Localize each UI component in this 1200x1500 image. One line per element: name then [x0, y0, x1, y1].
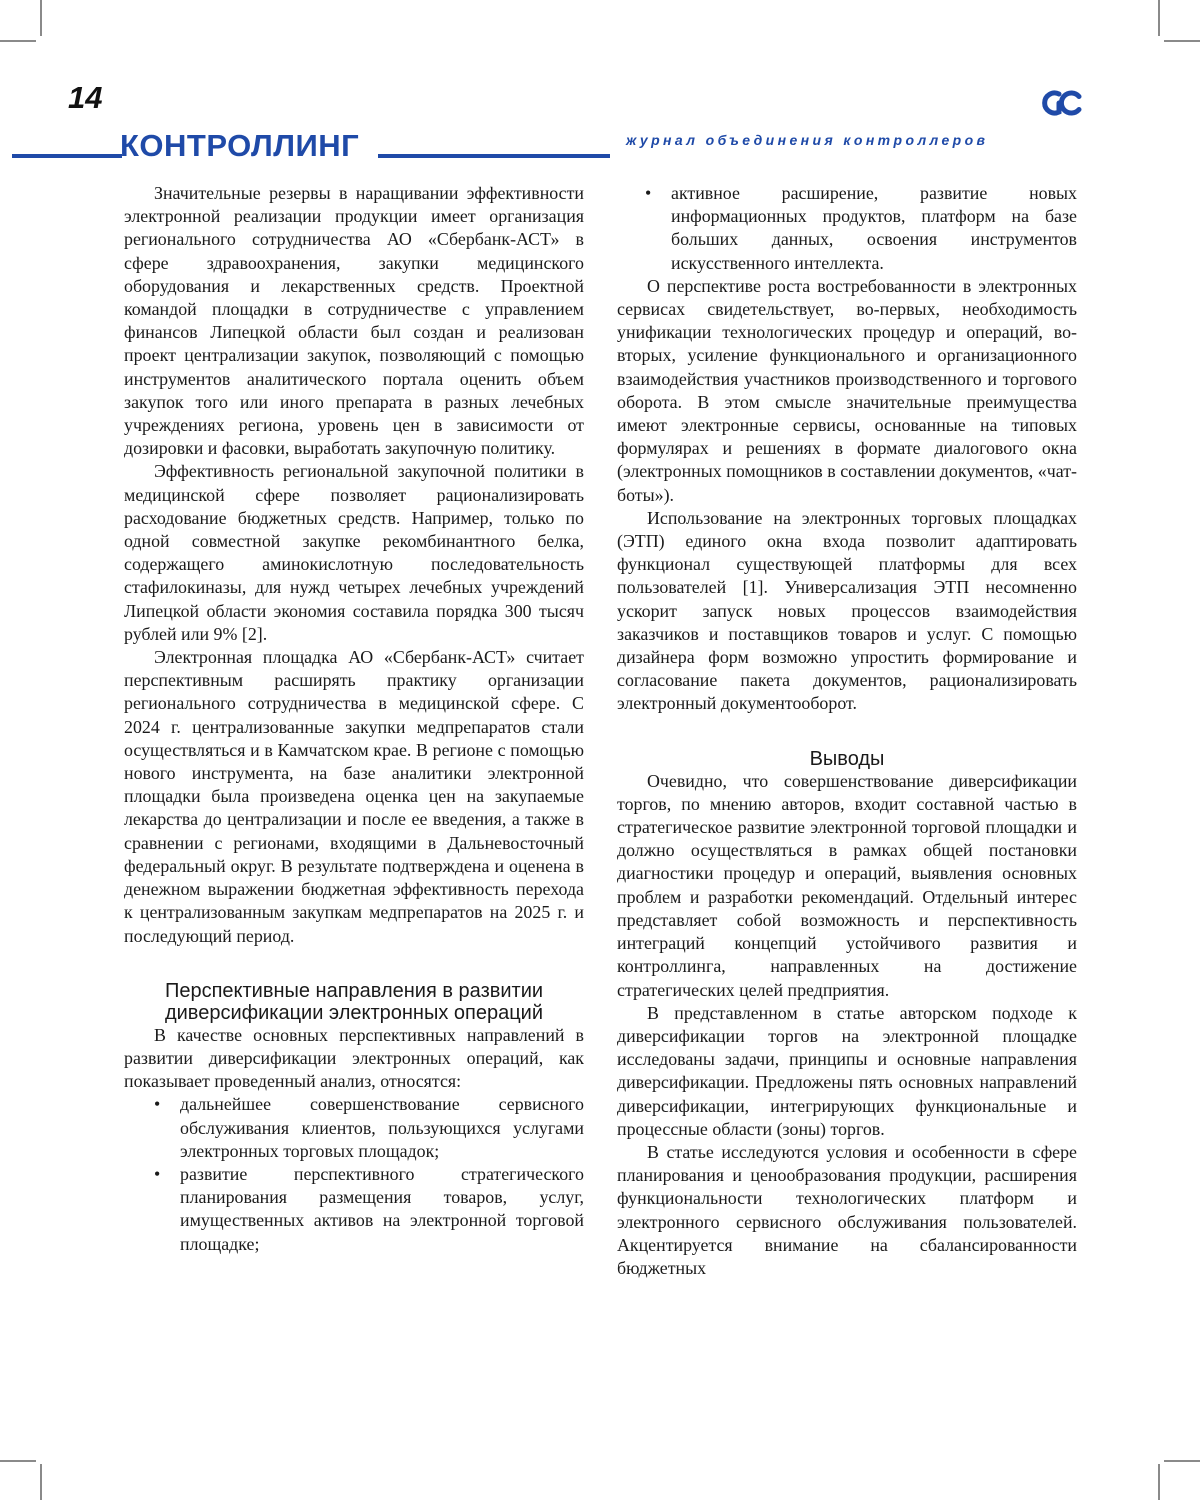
left-column [124, 182, 584, 1256]
paragraph: О перспективе роста востребованности в электронных сервисах свидетельствует, во-первых, необходимость унификации технологических процедур и операций, во-вторых, усиление функционального и организационного взаимодействия участников производственного и торгового оборота. В этом смысле значительные преимущества имеют электронные сервисы, основанные на типовых формулярах и решениях в формате диалогового окна (электронных помощников в составлении документов, «чат-боты»). [617, 275, 1077, 505]
header-rule [12, 154, 122, 158]
crop-mark [40, 0, 42, 36]
section-heading: Перспективные направления в развитии диверсификации электронных операций [164, 979, 544, 1024]
crop-mark [1164, 40, 1200, 42]
header-rule [378, 154, 610, 158]
section-heading: Выводы [809, 747, 885, 770]
crop-mark [1158, 1464, 1160, 1500]
crop-mark [1158, 0, 1160, 36]
paragraph: В статье исследуются условия и особенности в сфере планирования и ценообразования продукции, расширения функциональности технологических платформ и электронного сервисного обслуживания пользователей. Акцентируется внимание на сбалансированности бюджетных [617, 1141, 1077, 1278]
crop-mark [1164, 1460, 1200, 1462]
right-column [617, 182, 1077, 1280]
paragraph: Использование на электронных торговых площадках (ЭТП) единого окна входа позволит адаптировать функционал существующей платформы для всех пользователей [1]. Универсализация ЭТП несомненно ускорит запуск новых процессов взаимодействия заказчиков и поставщиков товаров и услуг. С помощью дизайнера форм возможно упростить формирование и согласование пакета документов, рационализировать электронный документооборот. [617, 507, 1077, 714]
list-item: • развитие перспективного стратегического планирования размещения товаров, услуг, имущественных активов на электронной торговой площадке; [124, 1163, 584, 1256]
bullet-list [124, 1093, 584, 1255]
list-item: • дальнейшее совершенствование сервисного обслуживания клиентов, пользующихся услугами электронных торговых площадок; [124, 1093, 584, 1163]
journal-subtitle: журнал объединения контроллеров [626, 132, 989, 148]
paragraph: В качестве основных перспективных направлений в развитии диверсификации электронных операций, как показывает проведенный анализ, относятся: [124, 1024, 584, 1092]
paragraph: Эффективность региональной закупочной политики в медицинской сфере позволяет рационализировать расходование бюджетных средств. Например, только по одной совместной закупке рекомбинантного белка, содержащего аминокислотную последовательность стафилокиназы, для нужд четырех лечебных учреждений Липецкой области экономия составила порядка 300 тысяч рублей или 9% [2]. [124, 461, 584, 644]
crop-mark [0, 1460, 36, 1462]
paragraph: Очевидно, что совершенствование диверсификации торгов, по мнению авторов, входит составной частью в стратегическое развитие электронной торговой площадки и должно осуществляться в рамках общей постановки диагностики процедур и операций, выявления основных проблем и разработки рекомендаций. Отдельный интерес представляет собой возможность и перспективность интеграций концепций устойчивого развития и контроллинга, направленных на достижение стратегических целей предприятия. [617, 770, 1077, 1000]
bullet-list [617, 182, 1077, 275]
paragraph: В представленном в статье авторском подходе к диверсификации торгов на электронной площадке исследованы задачи, принципы и основные направления диверсификации. Предложены пять основных направлений диверсификации, интегрирующих функциональные и процессные области (зоны) торгов. [617, 1002, 1077, 1139]
list-item: • активное расширение, развитие новых информационных продуктов, платформ на базе больших данных, освоения инструментов искусственного интеллекта. [617, 182, 1077, 275]
paragraph: Значительные резервы в наращивании эффективности электронной реализации продукции имеет организация регионального сотрудничества АО «Сбербанк-АСТ» в сфере здравоохранения, закупки медицинского оборудования и лекарственных средств. Проектной командой площадки в сотрудничестве с управлением финансов Липецкой области был создан и реализован проект централизации закупок, позволяющий с помощью инструментов аналитического портала оценить объем закупок того или иного препарата в разных лечебных учреждениях региона, уровень цен в зависимости от дозировки и фасовки, выработать закупочную политику. [124, 183, 584, 459]
crop-mark [0, 40, 36, 42]
ac-logo-icon [1042, 88, 1082, 118]
paragraph: Электронная площадка АО «Сбербанк-АСТ» считает перспективным расширять практику организации регионального сотрудничества в медицинской сфере. С 2024 г. централизованные закупки медпрепаратов стали осуществляться и в Камчатском крае. В регионе с помощью нового инструмента, на базе аналитики электронной площадки была произведена оценка цен на закупаемые лекарства до централизации и после ее введения, а также в сравнении с регионами, входящими в Дальневосточный федеральный округ. В результате подтверждена и оценена в денежном выражении бюджетная эффективность перехода к централизованным закупкам медпрепаратов на 2025 г. и последующий период. [124, 647, 584, 946]
journal-title: КОНТРОЛЛИНГ [120, 128, 360, 163]
crop-mark [40, 1464, 42, 1500]
page-number: 14 [68, 80, 103, 115]
